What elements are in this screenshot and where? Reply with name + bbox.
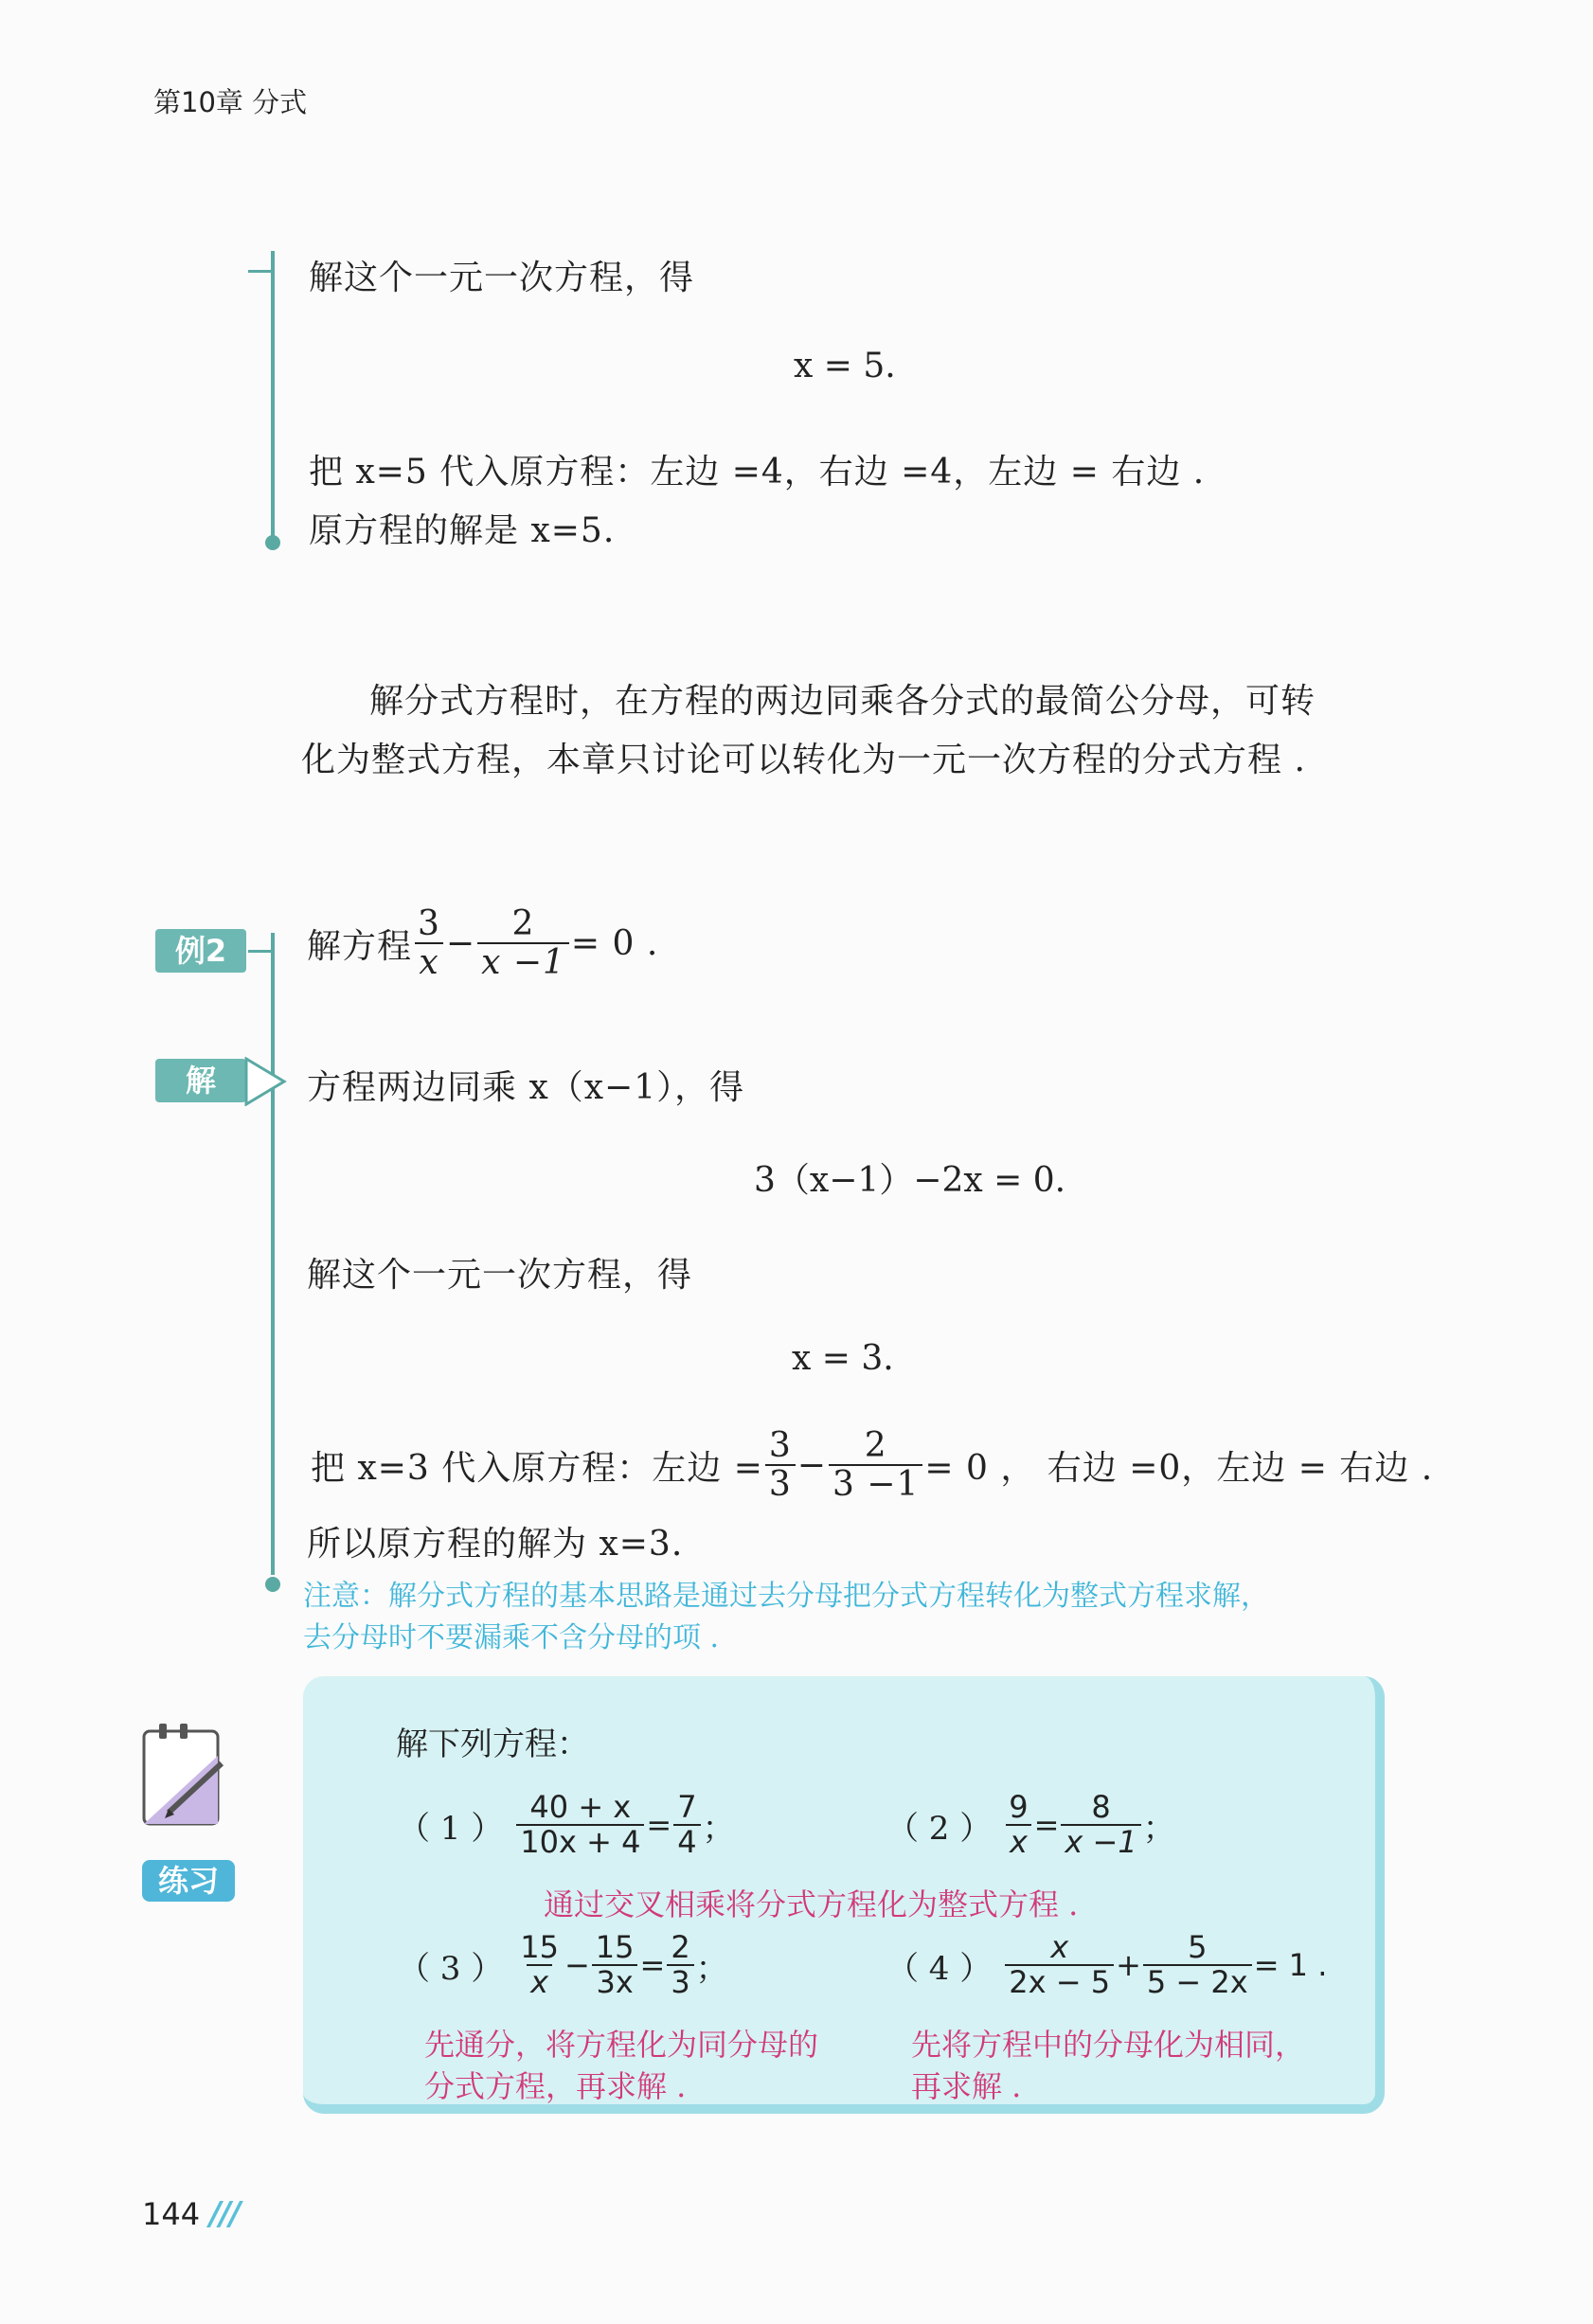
example2-prompt: 解方程 xyxy=(307,927,413,967)
operator: = xyxy=(1033,1807,1060,1844)
check-prefix: 把 x=3 代入原方程：左边 = xyxy=(311,1449,763,1489)
denominator: x xyxy=(527,1964,552,1999)
hint-item3-line2: 分式方程，再求解 . xyxy=(424,2068,687,2104)
item-end: ； xyxy=(1142,1809,1175,1848)
hint-item4-line2: 再求解 . xyxy=(911,2068,1022,2104)
numerator: 8 xyxy=(1091,1789,1111,1825)
fraction xyxy=(1061,1789,1140,1860)
solution-line2: 解这个一元一次方程，得 xyxy=(307,1256,693,1295)
equals-sign: = xyxy=(639,1947,666,1984)
block1-check: 把 x=5 代入原方程：左边 =4，右边 =4，左边 = 右边 . xyxy=(309,453,1206,492)
chapter-title: 第10章 分式 xyxy=(153,86,308,118)
notebook-pencil-icon xyxy=(131,1718,235,1843)
note-line1: 注意：解分式方程的基本思路是通过去分母把分式方程转化为整式方程求解， xyxy=(303,1580,1269,1613)
fraction xyxy=(516,1929,563,2000)
paragraph-line2: 化为整式方程，本章只讨论可以转化为一元一次方程的分式方程 . xyxy=(301,741,1306,779)
item-label: （ 3 ） xyxy=(398,1949,504,1988)
paragraph-line1: 解分式方程时，在方程的两边同乘各分式的最简公分母，可转 xyxy=(369,682,1316,721)
practice-title: 解下列方程： xyxy=(396,1725,589,1763)
arrow-right-icon xyxy=(244,1057,288,1106)
denominator: 3 −1 xyxy=(829,1464,922,1504)
denominator: x −1 xyxy=(477,942,569,982)
item-label: （ 1 ） xyxy=(398,1809,504,1848)
margin-end-dot xyxy=(265,535,280,550)
hint-item3-line1: 先通分，将方程化为同分母的 xyxy=(424,2027,819,2063)
fraction xyxy=(477,906,569,981)
denominator: x xyxy=(1006,1824,1031,1859)
solution-result: 所以原方程的解为 x=3. xyxy=(307,1525,684,1564)
item-label: （ 4 ） xyxy=(886,1949,993,1988)
solution-margin-line-top xyxy=(271,251,275,543)
numerator: 7 xyxy=(677,1789,697,1825)
operator: − xyxy=(564,1947,590,1984)
fraction xyxy=(673,1789,700,1860)
fraction xyxy=(516,1789,644,1860)
item-end: ； xyxy=(702,1809,735,1848)
solution-line1: 方程两边同乘 x（x−1），得 xyxy=(307,1068,745,1107)
denominator: x −1 xyxy=(1061,1824,1140,1859)
slash-decoration: /// xyxy=(209,2195,240,2233)
operator: + xyxy=(1116,1947,1141,1984)
fraction xyxy=(1005,1789,1031,1860)
numerator: 3 xyxy=(418,904,440,943)
fraction xyxy=(667,1929,693,2000)
fraction xyxy=(1005,1929,1114,2000)
page-number-row xyxy=(142,2195,240,2233)
denominator: 3 xyxy=(765,1464,796,1504)
margin-tick xyxy=(248,950,275,953)
block1-eq: x = 5. xyxy=(794,347,896,385)
fraction xyxy=(1143,1929,1252,2000)
fraction xyxy=(765,1428,796,1503)
fraction xyxy=(414,906,444,981)
numerator: 15 xyxy=(595,1929,635,1965)
operator: = xyxy=(646,1807,672,1844)
practice-item-3 xyxy=(398,1929,728,2000)
hint-cross-multiply: 通过交叉相乘将分式方程化为整式方程 . xyxy=(544,1886,1079,1922)
fraction xyxy=(829,1428,922,1503)
minus-sign: − xyxy=(796,1446,827,1486)
numerator: x xyxy=(1050,1929,1069,1965)
margin-end-dot xyxy=(265,1577,280,1592)
fraction xyxy=(592,1929,638,2000)
solution-margin-line xyxy=(271,933,275,1575)
denominator: 3 xyxy=(667,1964,693,1999)
numerator: 5 xyxy=(1188,1929,1208,1965)
block1-result: 原方程的解是 x=5. xyxy=(309,511,616,550)
denominator: 4 xyxy=(673,1824,700,1859)
denominator: x xyxy=(415,942,442,982)
practice-item-2 xyxy=(886,1789,1175,1860)
item-end: = 1 . xyxy=(1253,1947,1328,1984)
example-tag: 例2 xyxy=(155,929,246,973)
item-end: ； xyxy=(695,1949,728,1988)
hint-item4-line1: 先将方程中的分母化为相同， xyxy=(911,2027,1306,2063)
numerator: 2 xyxy=(671,1929,690,1965)
denominator: 2x − 5 xyxy=(1005,1964,1114,1999)
page-number: 144 xyxy=(142,2196,201,2232)
solution-check xyxy=(311,1428,1433,1503)
numerator: 40 + x xyxy=(529,1789,632,1825)
solution-eq2: x = 3. xyxy=(792,1339,894,1378)
minus-sign: − xyxy=(445,924,476,964)
solution-eq1: 3（x−1）−2x = 0. xyxy=(754,1161,1066,1200)
item-label: （ 2 ） xyxy=(886,1809,993,1848)
practice-item-1 xyxy=(398,1789,735,1860)
numerator: 2 xyxy=(864,1426,887,1465)
rhs: = 0 . xyxy=(570,924,659,964)
example2-equation xyxy=(307,906,658,981)
denominator: 3x xyxy=(592,1964,636,1999)
practice-tag: 练习 xyxy=(142,1860,235,1902)
practice-item-4 xyxy=(886,1929,1328,2000)
block1-line1: 解这个一元一次方程，得 xyxy=(309,259,695,297)
solution-tag: 解 xyxy=(155,1059,246,1102)
numerator: 3 xyxy=(768,1426,792,1465)
note-line2: 去分母时不要漏乘不含分母的项 . xyxy=(303,1621,720,1654)
numerator: 9 xyxy=(1009,1789,1029,1825)
numerator: 15 xyxy=(520,1929,559,1965)
margin-tick xyxy=(248,270,275,273)
denominator: 10x + 4 xyxy=(516,1824,644,1859)
denominator: 5 − 2x xyxy=(1143,1964,1252,1999)
check-suffix: = 0 ， 右边 =0，左边 = 右边 . xyxy=(924,1449,1434,1489)
numerator: 2 xyxy=(511,904,535,943)
